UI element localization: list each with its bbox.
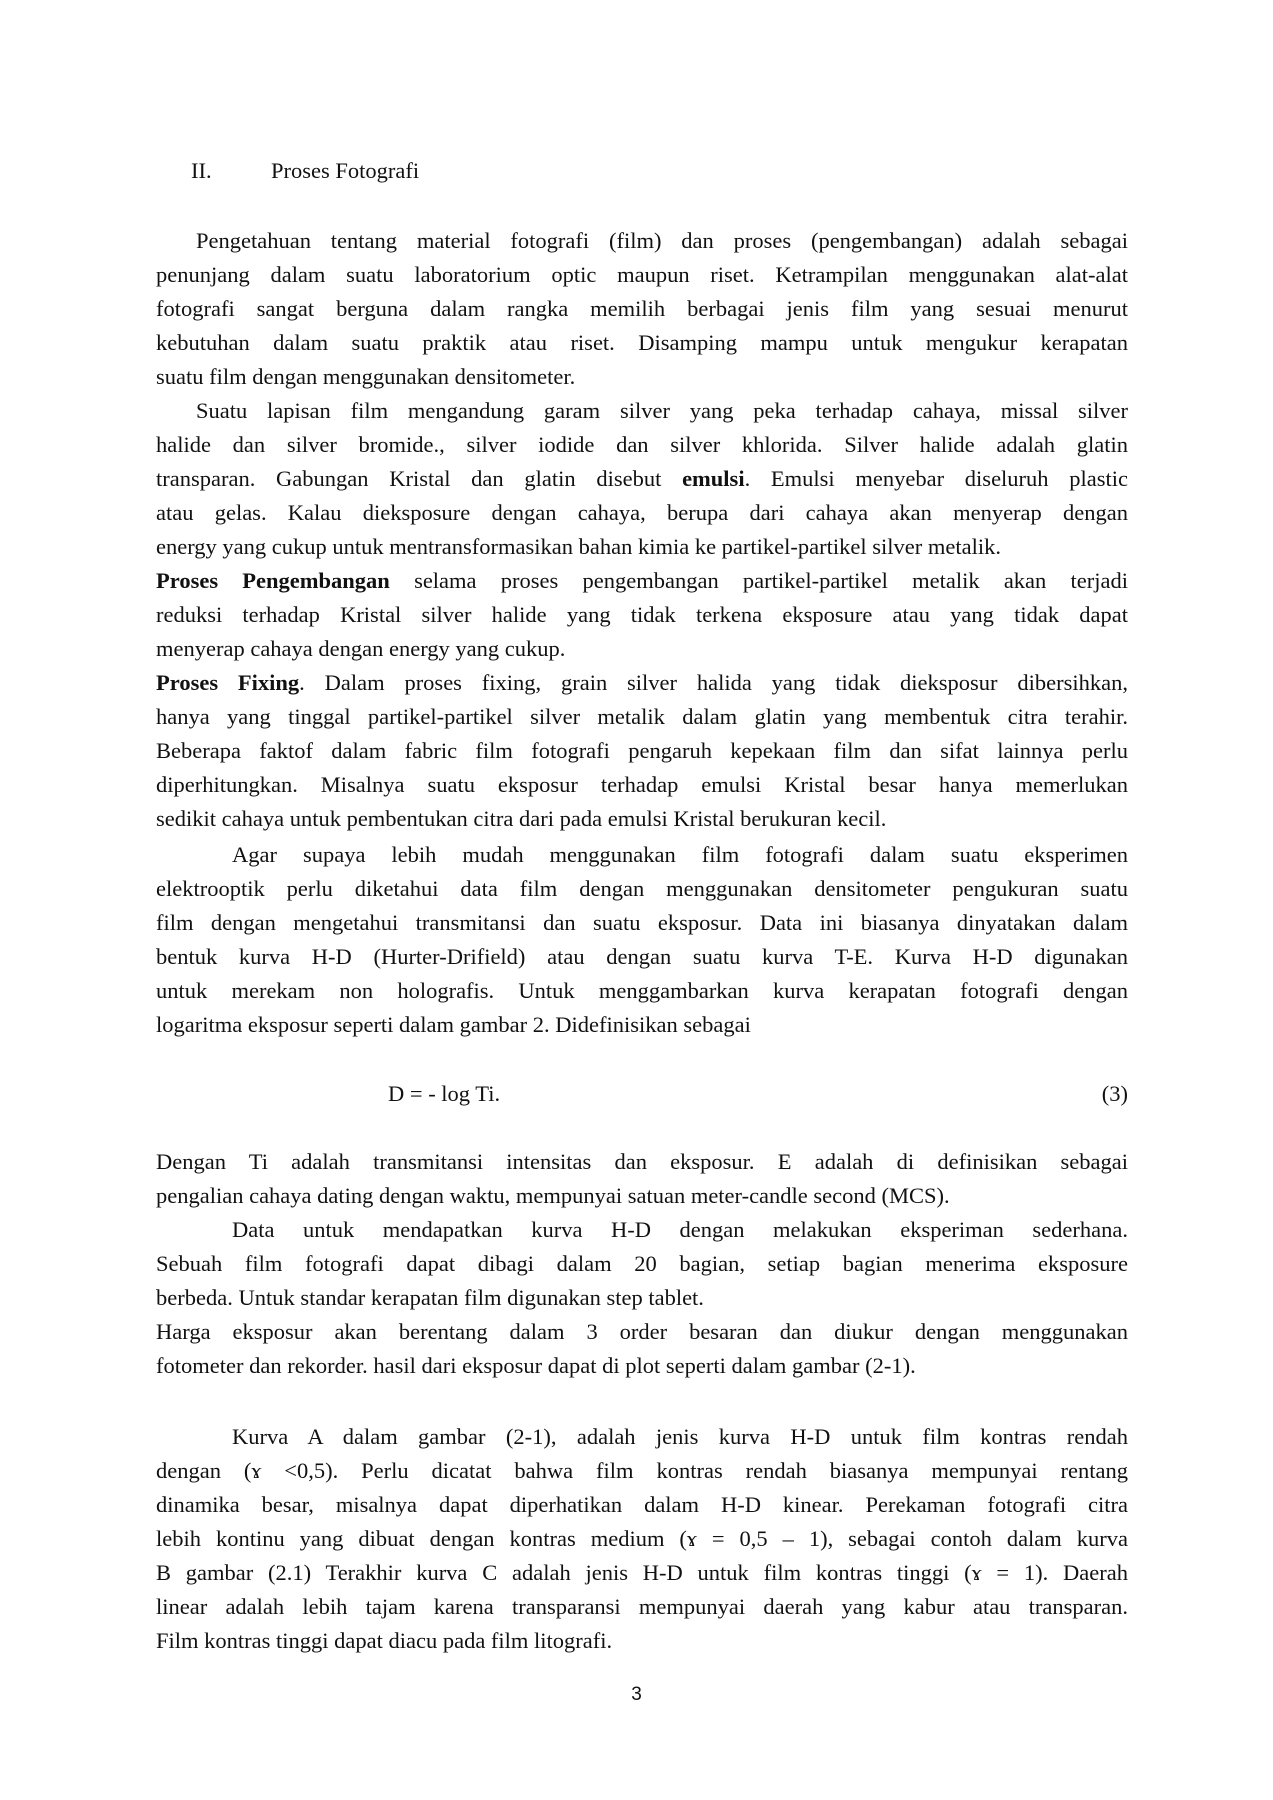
text-line [156,462,1128,496]
paragraph-intro [156,224,1128,394]
text-segment: selama proses pengembangan partikel-partikel metalik akan terjadi [389,568,1128,593]
text-line: Harga eksposur akan berentang dalam 3 order besaran dan diukur dengan menggunakan [156,1319,1128,1344]
text-line: logaritma eksposur seperti dalam gambar 2. Didefinisikan sebagai [156,1012,751,1037]
text-line: bentuk kurva H-D (Hurter-Drifield) atau dengan suatu kurva T-E. Kurva H-D digunakan [156,944,1128,969]
text-line: Sebuah film fotografi dapat dibagi dalam 20 bagian, setiap bagian menerima eksposure [156,1251,1128,1276]
paragraph-curve-types [156,1420,1128,1658]
text-line: untuk merekam non holografis. Untuk menggambarkan kurva kerapatan fotografi dengan [156,978,1128,1003]
text-line: Dengan Ti adalah transmitansi intensitas dan eksposur. E adalah di definisikan sebagai [156,1149,1128,1174]
text-line: pengalian cahaya dating dengan waktu, mempunyai satuan meter-candle second (MCS). [156,1183,950,1208]
paragraph-exposure-range [156,1315,1128,1383]
text-line: Agar supaya lebih mudah menggunakan film fotografi dalam suatu eksperimen [232,842,1128,867]
text-line: hanya yang tinggal partikel-partikel silver metalik dalam glatin yang membentuk citra terahir. [156,704,1128,729]
text-line: Data untuk mendapatkan kurva H-D dengan melakukan eksperiman sederhana. [232,1217,1128,1242]
text-line [156,666,1128,700]
section-title: Proses Fotografi [271,158,420,183]
text-line [156,564,1128,598]
text-line: Pengetahuan tentang material fotografi (film) dan proses (pengembangan) adalah sebagai [196,228,1128,253]
text-line: B gambar (2.1) Terakhir kurva C adalah jenis H-D untuk film kontras tinggi (ɤ = 1). Daerah [156,1560,1128,1585]
bold-term: Proses Pengembangan [156,568,390,593]
text-line: menyerap cahaya dengan energy yang cukup. [156,636,566,661]
text-line: reduksi terhadap Kristal silver halide yang tidak terkena eksposure atau yang tidak dapat [156,602,1128,627]
paragraph-transmittance [156,1145,1128,1213]
text-line: dengan (ɤ <0,5). Perlu dicatat bahwa film kontras rendah biasanya mempunyai rentang [156,1458,1128,1483]
text-line: penunjang dalam suatu laboratorium optic maupun riset. Ketrampilan menggunakan alat-alat [156,262,1128,287]
text-line: Beberapa faktof dalam fabric film fotografi pengaruh kepekaan film dan sifat lainnya perlu [156,738,1128,763]
text-line: sedikit cahaya untuk pembentukan citra dari pada emulsi Kristal berukuran kecil. [156,806,887,831]
text-line: kebutuhan dalam suatu praktik atau riset. Disamping mampu untuk mengukur kerapatan [156,330,1128,355]
text-line: berbeda. Untuk standar kerapatan film digunakan step tablet. [156,1285,704,1310]
text-line: lebih kontinu yang dibuat dengan kontras medium (ɤ = 0,5 – 1), sebagai contoh dalam kurva [156,1526,1128,1551]
text-line: Suatu lapisan film mengandung garam silver yang peka terhadap cahaya, missal silver [196,398,1128,423]
text-line: fotografi sangat berguna dalam rangka memilih berbagai jenis film yang sesuai menurut [156,296,1128,321]
bold-term: emulsi [682,466,745,491]
text-line: dinamika besar, misalnya dapat diperhatikan dalam H-D kinear. Perekaman fotografi citra [156,1492,1128,1517]
text-line: atau gelas. Kalau dieksposure dengan cahaya, berupa dari cahaya akan menyerap dengan [156,500,1128,525]
text-line: film dengan mengetahui transmitansi dan suatu eksposur. Data ini biasanya dinyatakan dalam [156,910,1128,935]
paragraph-experiment [156,1213,1128,1315]
paragraph-emulsion [156,394,1128,564]
equation: D = - log Ti. [388,1081,501,1106]
page-number: 3 [631,1684,642,1705]
bold-term: Proses Fixing [156,670,300,695]
text-line: energy yang cukup untuk mentransformasikan bahan kimia ke partikel-partikel silver metalik. [156,534,1001,559]
equation-number: (3) [1101,1081,1128,1106]
text-line: fotometer dan rekorder. hasil dari eksposur dapat di plot seperti dalam gambar (2-1). [156,1353,916,1378]
paragraph-development [156,564,1128,666]
text-line: halide dan silver bromide., silver iodide dan silver khlorida. Silver halide adalah glatin [156,432,1128,457]
text-line: Film kontras tinggi dapat diacu pada film litografi. [156,1628,613,1653]
text-line: linear adalah lebih tajam karena transparansi mempunyai daerah yang kabur atau transparan. [156,1594,1128,1619]
text-segment: transparan. Gabungan Kristal dan glatin disebut [156,466,683,491]
text-line: Kurva A dalam gambar (2-1), adalah jenis kurva H-D untuk film kontras rendah [232,1424,1128,1449]
text-segment: . Emulsi menyebar diseluruh plastic [744,466,1128,491]
paragraph-hd-curve [156,838,1128,1042]
text-line: suatu film dengan menggunakan densitometer. [156,364,576,389]
text-line: elektrooptik perlu diketahui data film dengan menggunakan densitometer pengukuran suatu [156,876,1128,901]
section-number: II. [191,158,212,183]
text-segment: . Dalam proses fixing, grain silver halida yang tidak dieksposur dibersihkan, [299,670,1128,695]
paragraph-fixing [156,666,1128,836]
text-line: diperhitungkan. Misalnya suatu eksposur terhadap emulsi Kristal besar hanya memerlukan [156,772,1128,797]
